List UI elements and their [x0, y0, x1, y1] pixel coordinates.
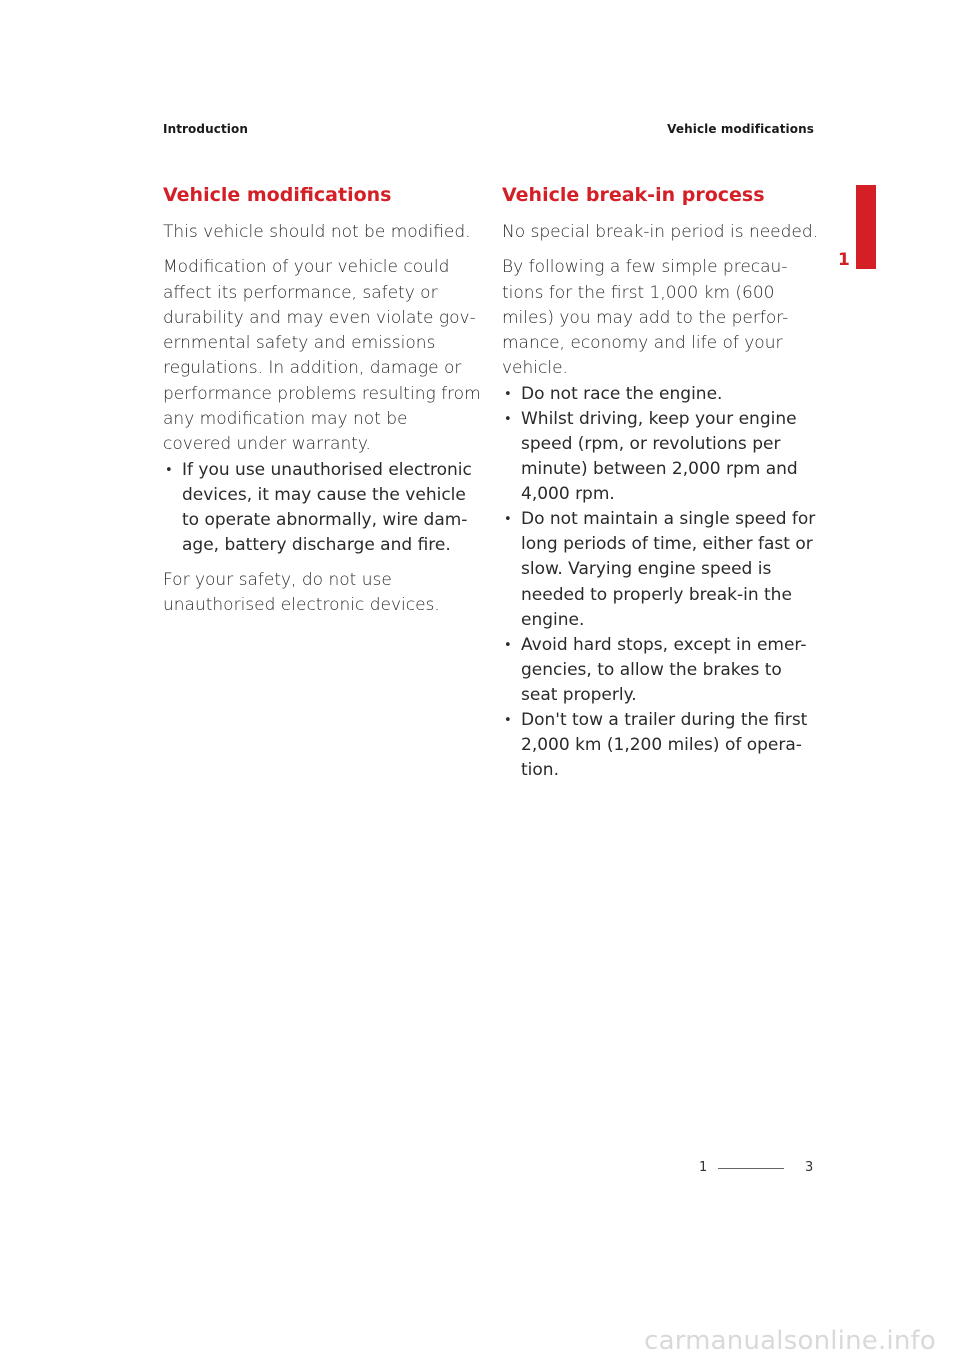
right-column — [502, 180, 820, 793]
list-item: • Don't tow a trailer during the first 2,000 km (1,200 miles) of opera-tion. — [502, 708, 820, 783]
list-item: • If you use unauthorised electronic devices, it may cause the vehicle to operate abnormally, wire dam-age, battery discharge and fire. — [163, 458, 481, 558]
running-head-topic: Vehicle modifications — [667, 122, 814, 136]
footer-divider — [718, 1168, 784, 1169]
left-column — [163, 180, 481, 629]
paragraph: For your safety, do not use unauthorised electronic devices. — [163, 570, 440, 616]
running-head-section: Introduction — [163, 122, 248, 136]
list-item: • Do not race the engine. — [502, 382, 820, 407]
paragraph: This vehicle should not be modified. — [163, 222, 471, 242]
list-item: • Do not maintain a single speed for long periods of time, either fast or slow. Varying engine speed is needed to properly break-in the engine. — [502, 507, 820, 632]
paragraph: No special break-in period is needed. — [502, 222, 819, 242]
paragraph: By following a few simple precau-tions for the first 1,000 km (600 miles) you may add to the perfor-mance, economy and life of your vehicle. — [502, 257, 789, 379]
chapter-tab-number: 1 — [838, 250, 850, 270]
break-in-process-heading: Vehicle break-in process — [502, 184, 765, 206]
list-item: • Avoid hard stops, except in emer-gencies, to allow the brakes to seat properly. — [502, 633, 820, 708]
vehicle-modifications-heading: Vehicle modifications — [163, 184, 392, 206]
bullet-list — [163, 458, 481, 558]
watermark: carmanualsonline.info — [644, 1326, 936, 1356]
list-item: • Whilst driving, keep your engine speed (rpm, or revolutions per minute) between 2,000 rpm and 4,000 rpm. — [502, 407, 820, 507]
page-footer — [696, 1160, 816, 1178]
page-number: 3 — [805, 1160, 814, 1175]
paragraph: Modification of your vehicle could affect its performance, safety or durability and may even violate gov-ernmental safety and emissions regulations. In addition, damage or performance problems resulting from any modification may not be covered under warranty. — [163, 257, 481, 455]
footer-chapter-number: 1 — [699, 1160, 708, 1175]
chapter-tab-marker — [856, 185, 876, 269]
bullet-list — [502, 382, 820, 784]
